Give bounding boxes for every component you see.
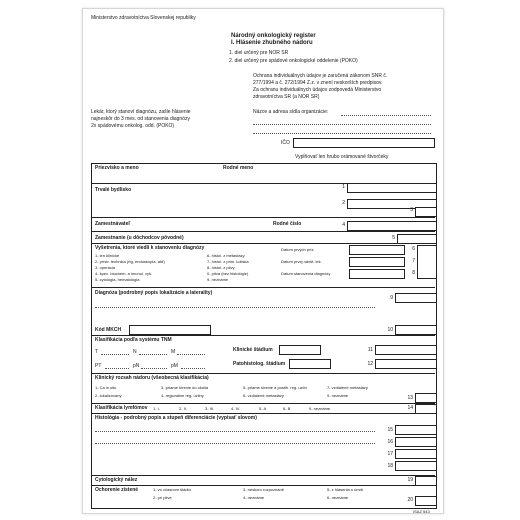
employer-label: Zamestnávateľ: [95, 221, 131, 227]
org-line-2[interactable]: [253, 124, 431, 125]
field-number-6: 6: [412, 246, 415, 252]
org-line-3[interactable]: [253, 133, 431, 134]
histology-line[interactable]: [95, 443, 375, 444]
field-number-12: 12: [367, 361, 373, 367]
field-3[interactable]: [415, 207, 437, 217]
date-first-symptoms-field[interactable]: [349, 245, 405, 255]
tnm-m-field[interactable]: [177, 354, 205, 355]
histology-field-18[interactable]: [395, 461, 437, 471]
spread-code-field[interactable]: [415, 393, 437, 403]
field-number-18: 18: [387, 463, 393, 469]
exam-item: 9- neznáme: [207, 277, 229, 282]
grade-item: 4- IV.: [231, 406, 241, 411]
form-title: Národný onkologický register: [231, 33, 316, 39]
exams-label: Vyšetrenia, ktoré viedli k stanoveniu diagnózy: [95, 245, 205, 251]
fill-note: Vypĺňovať len hrubo orámované štvorčeky: [295, 154, 389, 160]
field-number-14: 14: [407, 405, 413, 411]
cytology-label: Cytologický nález: [95, 477, 138, 483]
ico-label: IČO: [281, 140, 290, 146]
discovery-item: 5- z hlásenia o úmrtí: [327, 487, 364, 492]
form-grid: [91, 163, 437, 509]
exam-item: 6- histol. z metastázy: [207, 253, 245, 258]
surname-label: Priezvisko a meno: [95, 165, 139, 171]
tnm-label: Klasifikácia podľa systému TNM: [95, 337, 172, 343]
divider: [91, 217, 435, 218]
protection-line-1: Ochrana individuálnych údajov je zaručená zákonom SNR č.: [253, 73, 388, 79]
field-number-5: 5: [392, 235, 395, 241]
exam-code-field[interactable]: [417, 245, 437, 279]
histology-field-17[interactable]: [395, 449, 437, 459]
field-number-7: 7: [412, 258, 415, 264]
histology-label: Histológia - podrobný popis a stupeň diferenciácie (vypisať slovom): [95, 415, 257, 421]
discovery-item: 2- pri pitve: [153, 495, 172, 500]
ico-field[interactable]: [293, 138, 435, 148]
exam-item: 2- prístr. technika (rtg, endoskopia, atď): [95, 259, 165, 264]
discovery-item: 1- vo včasnom štádiu: [153, 487, 191, 492]
discovery-code-field[interactable]: [415, 496, 437, 506]
doctor-note-1: Lekár, ktorý stanoví diagnózu, zašle hlásenie: [91, 109, 191, 115]
protection-line-2: 277/1994 a č. 272/1994 Z.z. v znení neskorších predpisov.: [253, 80, 383, 86]
mkch-field[interactable]: [129, 325, 211, 335]
field-number-13: 13: [407, 395, 413, 401]
grade-item: 1- I.: [153, 406, 160, 411]
divider: [91, 403, 435, 404]
birthnumber-label: Rodné číslo: [273, 221, 302, 227]
doctor-note-2: najneskôr do 3 mes. od stanovenia diagnózy: [91, 116, 190, 122]
grade-item: 2- II.: [179, 406, 188, 411]
date-label: Dátum prvej návšt. lek.: [281, 259, 322, 264]
part-1-label: 1. diel určený pre NOR SR: [229, 50, 289, 56]
exam-item: 5- cytológia, hematológia: [95, 277, 140, 282]
tnm-field-label: T: [95, 349, 99, 355]
form-code: ISAZ 543: [413, 509, 430, 514]
field-number-19: 19: [407, 477, 413, 483]
divider: [91, 287, 435, 288]
report-form: [82, 8, 444, 514]
spread-item: 7- vzdialené metastázy: [327, 385, 368, 390]
ministry-name: Ministerstvo zdravotníctva Slovenskej republiky: [91, 15, 196, 21]
field-11[interactable]: [375, 345, 437, 355]
exam-item: 7- histol. z prim. ložiska: [207, 259, 249, 264]
discovery-item: 3- neskoro rozpoznané: [243, 487, 284, 492]
field-10[interactable]: [395, 325, 437, 335]
org-line-1[interactable]: [341, 115, 431, 116]
tnm-field-label: N: [133, 349, 137, 355]
path-stage-field[interactable]: [289, 359, 331, 369]
divider: [91, 243, 435, 244]
protection-line-3: Za ochranu individuálnych údajov zodpovedá Ministerstvo: [253, 87, 382, 93]
histology-line[interactable]: [95, 431, 375, 432]
protection-line-4: zdravotníctva SR (a NOR SR): [253, 94, 320, 100]
tnm-pm-field[interactable]: [181, 368, 205, 369]
discovery-item: 6- neznáme: [327, 495, 349, 500]
field-number-9: 9: [390, 295, 393, 301]
exam-item: 3- operácia: [95, 265, 116, 270]
field-number-2: 2: [342, 200, 345, 206]
discovery-item: 4- neznáme: [243, 495, 265, 500]
tnm-t-field[interactable]: [101, 354, 129, 355]
occupation-label: Zamestnanie (u dôchodcov pôvodné): [95, 235, 184, 241]
grade-label: Klasifikácia lymfómov: [95, 405, 148, 411]
histology-field-16[interactable]: [395, 437, 437, 447]
divider: [91, 373, 435, 374]
spread-label: Klinický rozsah nádoru (všeobecná klasifikácia): [95, 375, 209, 381]
mkch-label: Kód MKCH: [95, 327, 122, 333]
spread-item: 6- vzdialené metastázy: [243, 393, 284, 398]
part-2-label: 2. diel určený pre spádové onkologické oddelenie (POKO): [229, 58, 358, 64]
exam-item: 4- špec. biochem. a imunol. vyš.: [95, 271, 153, 276]
surname-code-field[interactable]: [347, 183, 437, 193]
spread-item: 3- priame šírenie do okolia: [161, 385, 209, 390]
clinical-stage-label: Klinické štádium: [233, 347, 273, 353]
tnm-field-label: PT: [95, 363, 102, 369]
spread-item: 5- priame šírenie a postih. reg. uzlín: [243, 385, 307, 390]
exam-item: 8- histol. z pitvy: [207, 265, 235, 270]
grade-item: 5- A: [259, 406, 267, 411]
tnm-n-field[interactable]: [139, 354, 167, 355]
field-number-17: 17: [387, 451, 393, 457]
birthnumber-field[interactable]: [347, 221, 437, 231]
path-stage-label: Patohistolog. štádium: [233, 361, 286, 367]
field-number-8: 8: [412, 270, 415, 276]
tnm-pn-field[interactable]: [141, 368, 167, 369]
divider: [91, 485, 435, 486]
spread-item: 9- neznáme: [327, 393, 349, 398]
field-number-4: 4: [342, 222, 345, 228]
date-first-visit-field[interactable]: [349, 257, 405, 267]
field-number-11: 11: [367, 347, 373, 353]
date-label: Dátum prvých príz.: [281, 247, 315, 252]
clinical-stage-field[interactable]: [279, 345, 321, 355]
field-number-3: 3: [410, 207, 413, 213]
field-number-16: 16: [387, 439, 393, 445]
form-subtitle: I. Hlásenie zhubného nádoru: [231, 40, 313, 46]
divider: [91, 183, 347, 184]
spread-item: 1- Ca in situ: [95, 385, 117, 390]
tnm-field-label: pM: [171, 363, 178, 369]
divider: [91, 335, 435, 336]
tnm-pt-field[interactable]: [105, 368, 129, 369]
diagnosis-code-field[interactable]: [395, 293, 437, 303]
date-diagnosis-field[interactable]: [349, 269, 405, 279]
tnm-field-label: pN: [133, 363, 140, 369]
field-number-1: 1: [342, 184, 345, 190]
grade-item: 9- neznáme: [309, 406, 331, 411]
divider: [91, 475, 435, 476]
divider: [91, 413, 435, 414]
grade-item: 6- B: [283, 406, 291, 411]
spread-item: 2- lokalizovaný: [95, 393, 122, 398]
diagnosis-line[interactable]: [95, 307, 375, 308]
discovery-label: Ochorenie zistené: [95, 487, 139, 493]
histology-field-15[interactable]: [395, 425, 437, 435]
exam-item: 1- len klinické: [95, 253, 120, 258]
divider: [91, 231, 435, 232]
tnm-field-label: M: [171, 349, 176, 355]
field-12[interactable]: [375, 359, 437, 369]
field-number-20: 20: [407, 497, 413, 503]
grade-item: 3- III.: [205, 406, 215, 411]
spread-item: 4- regionálne reg. uzliny: [161, 393, 204, 398]
birthname-label: Rodné meno: [223, 165, 254, 171]
diagnosis-label: Diagnóza (podrobný popis lokalizácie a laterality): [95, 290, 213, 296]
residence-label: Trvalé bydlisko: [95, 187, 132, 193]
field-number-10: 10: [387, 327, 393, 333]
exam-item: 0- pitva (bez histológie): [207, 271, 249, 276]
doctor-note-3: 2x spádovému onkolog. odd. (POKO): [91, 123, 175, 129]
org-label: Názov a adresa sídla organizácie:: [253, 109, 329, 115]
field-number-15: 15: [387, 427, 393, 433]
date-label: Dátum stanovenia diagnózy: [281, 271, 331, 276]
